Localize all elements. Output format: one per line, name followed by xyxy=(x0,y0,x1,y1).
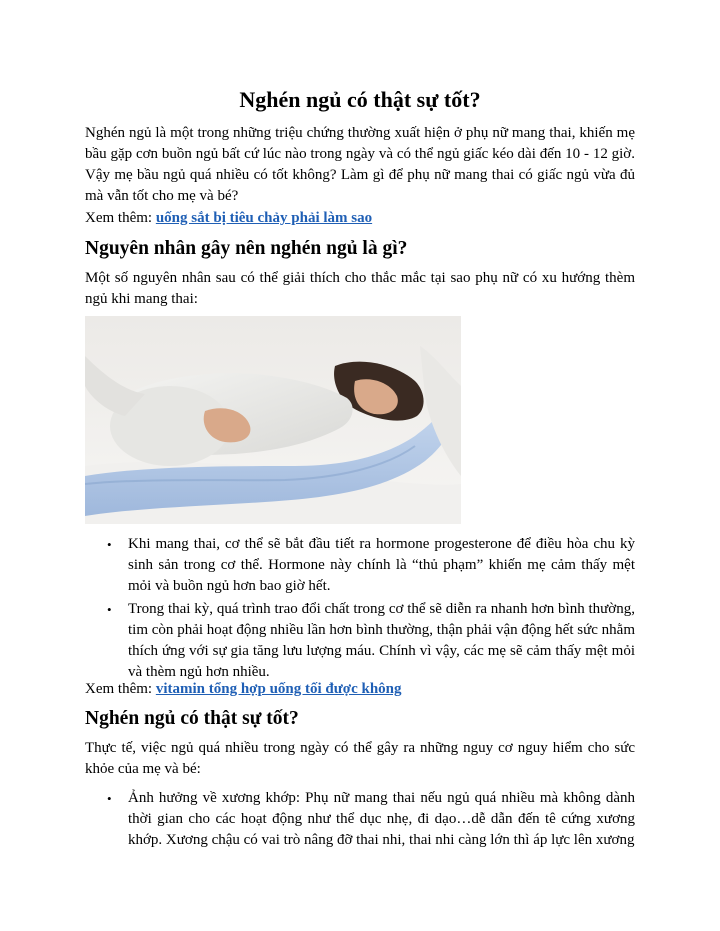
list-item: • Khi mang thai, cơ thể sẽ bắt đầu tiết ra hormone progesterone để điều hòa chu kỳ sinh sản trong cơ thể. Hormone này chính là “thủ phạm” khiến mẹ cảm thấy mệt mỏi và buồn ngủ hơn bao giờ hết. xyxy=(107,536,635,594)
intro-paragraph: Nghén ngủ là một trong những triệu chứng thường xuất hiện ở phụ nữ mang thai, khiến mẹ bầu gặp cơn buồn ngủ bất cứ lúc nào trong ngày và có thể ngủ giấc kéo dài đến 10 - 12 giờ. Vậy mẹ bầu ngủ quá nhiều có tốt không? Làm gì để phụ nữ mang thai có giấc ngủ vừa đủ mà vẫn tốt cho mẹ và bé? xyxy=(85,125,635,204)
bullet-icon: • xyxy=(107,602,112,617)
heading-causes: Nguyên nhân gây nên nghén ngủ là gì? xyxy=(85,238,408,259)
reality-paragraph: Thực tế, việc ngủ quá nhiều trong ngày có thể gây ra những nguy cơ nguy hiểm cho sức khỏe của mẹ và bé: xyxy=(85,740,635,777)
page-title: Nghén ngủ có thật sự tốt? xyxy=(239,87,481,112)
list-item: • Trong thai kỳ, quá trình trao đổi chất trong cơ thể sẽ diễn ra nhanh hơn bình thường, tim còn phải hoạt động nhiều lần hơn bình thường, thận phải vận động hết sức nhằm thích ứng với sự gia tăng lưu lượng máu. Chính vì vậy, các mẹ sẽ cảm thấy mệt mỏi và thèm ngủ hơn nhiều. xyxy=(107,601,635,680)
heading-good: Nghén ngủ có thật sự tốt? xyxy=(85,708,299,729)
bullet-icon: • xyxy=(107,791,112,806)
risks-list xyxy=(85,788,635,853)
pregnant-woman-sleeping-photo xyxy=(85,316,461,524)
see-also-label: Xem thêm: xyxy=(85,681,153,697)
list-item: • Ảnh hưởng về xương khớp: Phụ nữ mang thai nếu ngủ quá nhiều mà không dành thời gian cho các hoạt động như thể dục nhẹ, đi dạo…dễ dẫn đến tê cứng xương khớp. Xương chậu có vai trò nâng đỡ thai nhi, thai nhi càng lớn thì áp lực lên xương xyxy=(107,790,635,848)
see-also-label: Xem thêm: xyxy=(85,210,153,226)
causes-list xyxy=(85,534,635,685)
see-also-1 xyxy=(85,208,635,229)
causes-intro: Một số nguyên nhân sau có thể giải thích cho thắc mắc tại sao phụ nữ có xu hướng thèm ngủ khi mang thai: xyxy=(85,270,635,307)
see-also-2 xyxy=(85,679,635,700)
bullet-icon: • xyxy=(107,537,112,552)
see-also-link-1[interactable]: uống sắt bị tiêu chảy phải làm sao xyxy=(155,210,373,226)
see-also-link-2[interactable]: vitamin tổng hợp uống tối được không xyxy=(155,681,402,697)
